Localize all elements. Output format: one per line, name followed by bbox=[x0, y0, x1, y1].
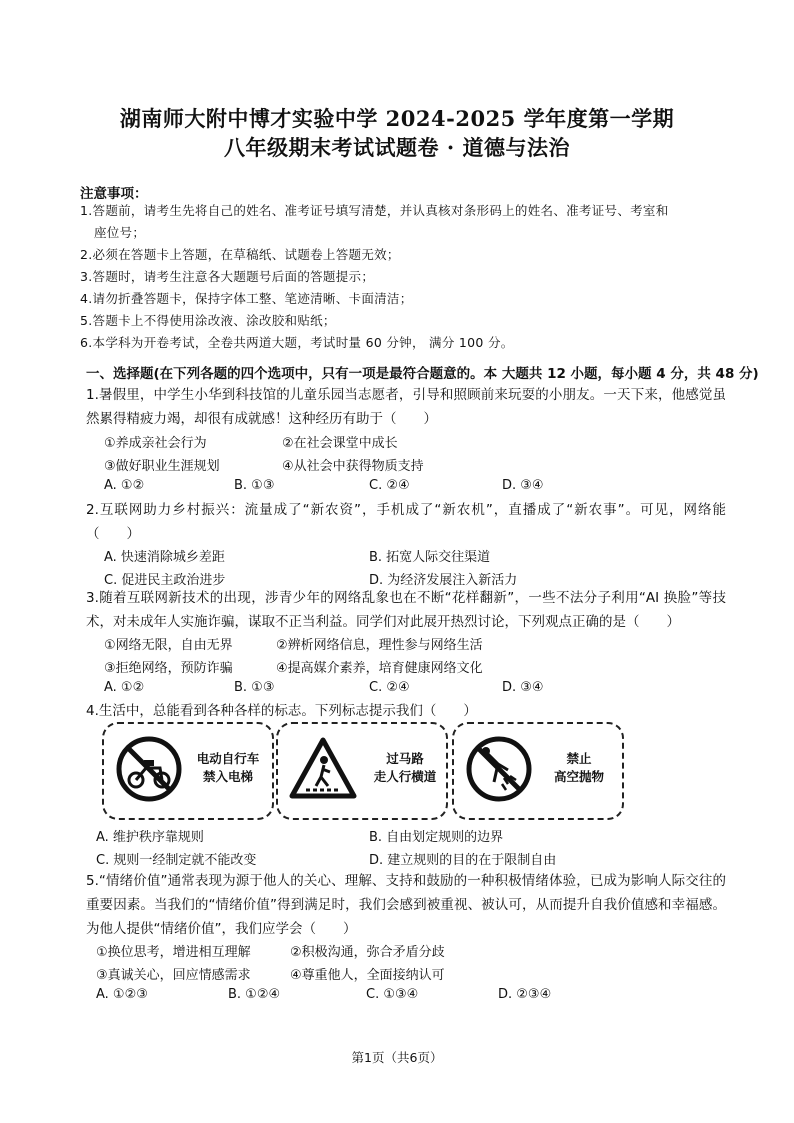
sign-2-line2: 走人行横道 bbox=[373, 769, 437, 784]
sign-1-line1: 电动自行车 bbox=[196, 751, 260, 766]
q3-statement: ④提高媒介素养，培育健康网络文化 bbox=[276, 661, 483, 676]
q5-statement: ①换位思考，增进相互理解 bbox=[96, 945, 251, 960]
exam-title-line1: 湖南师大附中博才实验中学 2024-2025 学年度第一学期 bbox=[119, 106, 675, 131]
sign-1-line2: 禁入电梯 bbox=[202, 769, 253, 784]
q1-statement: ②在社会课堂中成长 bbox=[282, 436, 398, 451]
q4-option-c[interactable]: C. 规则一经制定就不能改变 bbox=[96, 853, 257, 868]
q4-option-b[interactable]: B. 自由划定规则的边界 bbox=[369, 830, 504, 845]
sign-3-line1: 禁止 bbox=[566, 751, 592, 766]
sign-no-throwing-from-height bbox=[452, 722, 624, 820]
note-item: 6.本学科为开卷考试，全卷共两道大题，考试时量 60 分钟， 满分 100 分。 bbox=[80, 335, 514, 350]
crosswalk-icon bbox=[288, 734, 358, 804]
note-item: 5.答题卡上不得使用涂改液、涂改胶和贴纸； bbox=[80, 313, 336, 328]
sign-2-line1: 过马路 bbox=[386, 751, 424, 766]
question-3-stem: 3.随着互联网新技术的出现，涉青少年的网络乱象也在不断“花样翻新”，一些不法分子利用“AI 换脸”等技术，对未成年人实施诈骗，谋取不正当利益。同学们对此展开热烈讨论，下列观点正确的是（ ） bbox=[86, 590, 726, 630]
q1-statement: ④从社会中获得物质支持 bbox=[282, 459, 424, 474]
q4-option-a[interactable]: A. 维护秩序靠规则 bbox=[96, 830, 204, 845]
note-item-continued: 座位号； bbox=[94, 225, 146, 240]
sign-3-line2: 高空抛物 bbox=[553, 769, 604, 784]
q5-option-d[interactable]: D. ②③④ bbox=[498, 987, 552, 1002]
sign-no-ebike-in-elevator bbox=[102, 722, 274, 820]
q3-option-c[interactable]: C. ②④ bbox=[369, 680, 410, 695]
q1-option-b[interactable]: B. ①③ bbox=[234, 478, 275, 493]
q2-option-c[interactable]: C. 促进民主政治进步 bbox=[104, 573, 226, 588]
q2-option-d[interactable]: D. 为经济发展注入新活力 bbox=[369, 573, 518, 588]
note-item: 2.必须在答题卡上答题，在草稿纸、试题卷上答题无效； bbox=[80, 247, 400, 262]
question-4-stem: 4.生活中，总能看到各种各样的标志。下列标志提示我们（ ） bbox=[86, 703, 477, 719]
page-number: 第1页（共6页） bbox=[351, 1050, 443, 1065]
q1-option-d[interactable]: D. ③④ bbox=[502, 478, 544, 493]
q5-option-b[interactable]: B. ①②④ bbox=[228, 987, 281, 1002]
q1-option-a[interactable]: A. ①② bbox=[104, 478, 145, 493]
q5-statement: ②积极沟通，弥合矛盾分歧 bbox=[290, 945, 445, 960]
q1-statement: ③做好职业生涯规划 bbox=[104, 459, 220, 474]
note-item: 1.答题前，请考生先将自己的姓名、准考证号填写清楚，并认真核对条形码上的姓名、准考证号、考室和 bbox=[80, 203, 669, 218]
question-2-stem: 2.互联网助力乡村振兴：流量成了“新农资”，手机成了“新农机”，直播成了“新农事”。可见，网络能（ ） bbox=[86, 502, 726, 542]
exam-title-line2: 八年级期末考试试题卷 · 道德与法治 bbox=[224, 135, 570, 160]
section-heading: 一、选择题(在下列各题的四个选项中，只有一项是最符合题意的。本 大题共 12 小题，每小题 4 分，共 48 分) bbox=[86, 366, 759, 382]
no-ebike-icon bbox=[114, 734, 184, 804]
no-throwing-icon bbox=[464, 734, 534, 804]
q3-statement: ②辨析网络信息，理性参与网络生活 bbox=[276, 638, 483, 653]
sign-use-crosswalk bbox=[276, 722, 448, 820]
note-item: 4.请勿折叠答题卡，保持字体工整、笔迹清晰、卡面清洁； bbox=[80, 291, 413, 306]
q5-statement: ③真诚关心，回应情感需求 bbox=[96, 968, 251, 983]
q5-option-c[interactable]: C. ①③④ bbox=[366, 987, 419, 1002]
q2-option-a[interactable]: A. 快速消除城乡差距 bbox=[104, 550, 225, 565]
q3-option-d[interactable]: D. ③④ bbox=[502, 680, 544, 695]
question-1-stem: 1.暑假里，中学生小华到科技馆的儿童乐园当志愿者，引导和照顾前来玩耍的小朋友。一天下来，他感觉虽然累得精疲力竭，却很有成就感！这种经历有助于（ ） bbox=[86, 387, 726, 427]
q3-statement: ①网络无限，自由无界 bbox=[104, 638, 233, 653]
notes-heading: 注意事项： bbox=[80, 186, 148, 202]
q1-statement: ①养成亲社会行为 bbox=[104, 436, 207, 451]
q3-option-a[interactable]: A. ①② bbox=[104, 680, 145, 695]
q3-option-b[interactable]: B. ①③ bbox=[234, 680, 275, 695]
question-5-stem: 5.“情绪价值”通常表现为源于他人的关心、理解、支持和鼓励的一种积极情绪体验，已成为影响人际交往的重要因素。当我们的“情绪价值”得到满足时，我们会感到被重视、被认可，从而提升自我价值感和幸福感。为他人提供“情绪价值”，我们应学会（ ） bbox=[86, 873, 726, 937]
q2-option-b[interactable]: B. 拓宽人际交往渠道 bbox=[369, 550, 491, 565]
note-item: 3.答题时，请考生注意各大题题号后面的答题提示； bbox=[80, 269, 375, 284]
q1-option-c[interactable]: C. ②④ bbox=[369, 478, 410, 493]
q4-option-d[interactable]: D. 建立规则的目的在于限制自由 bbox=[369, 853, 557, 868]
q3-statement: ③拒绝网络，预防诈骗 bbox=[104, 661, 233, 676]
q5-statement: ④尊重他人，全面接纳认可 bbox=[290, 968, 445, 983]
q5-option-a[interactable]: A. ①②③ bbox=[96, 987, 148, 1002]
